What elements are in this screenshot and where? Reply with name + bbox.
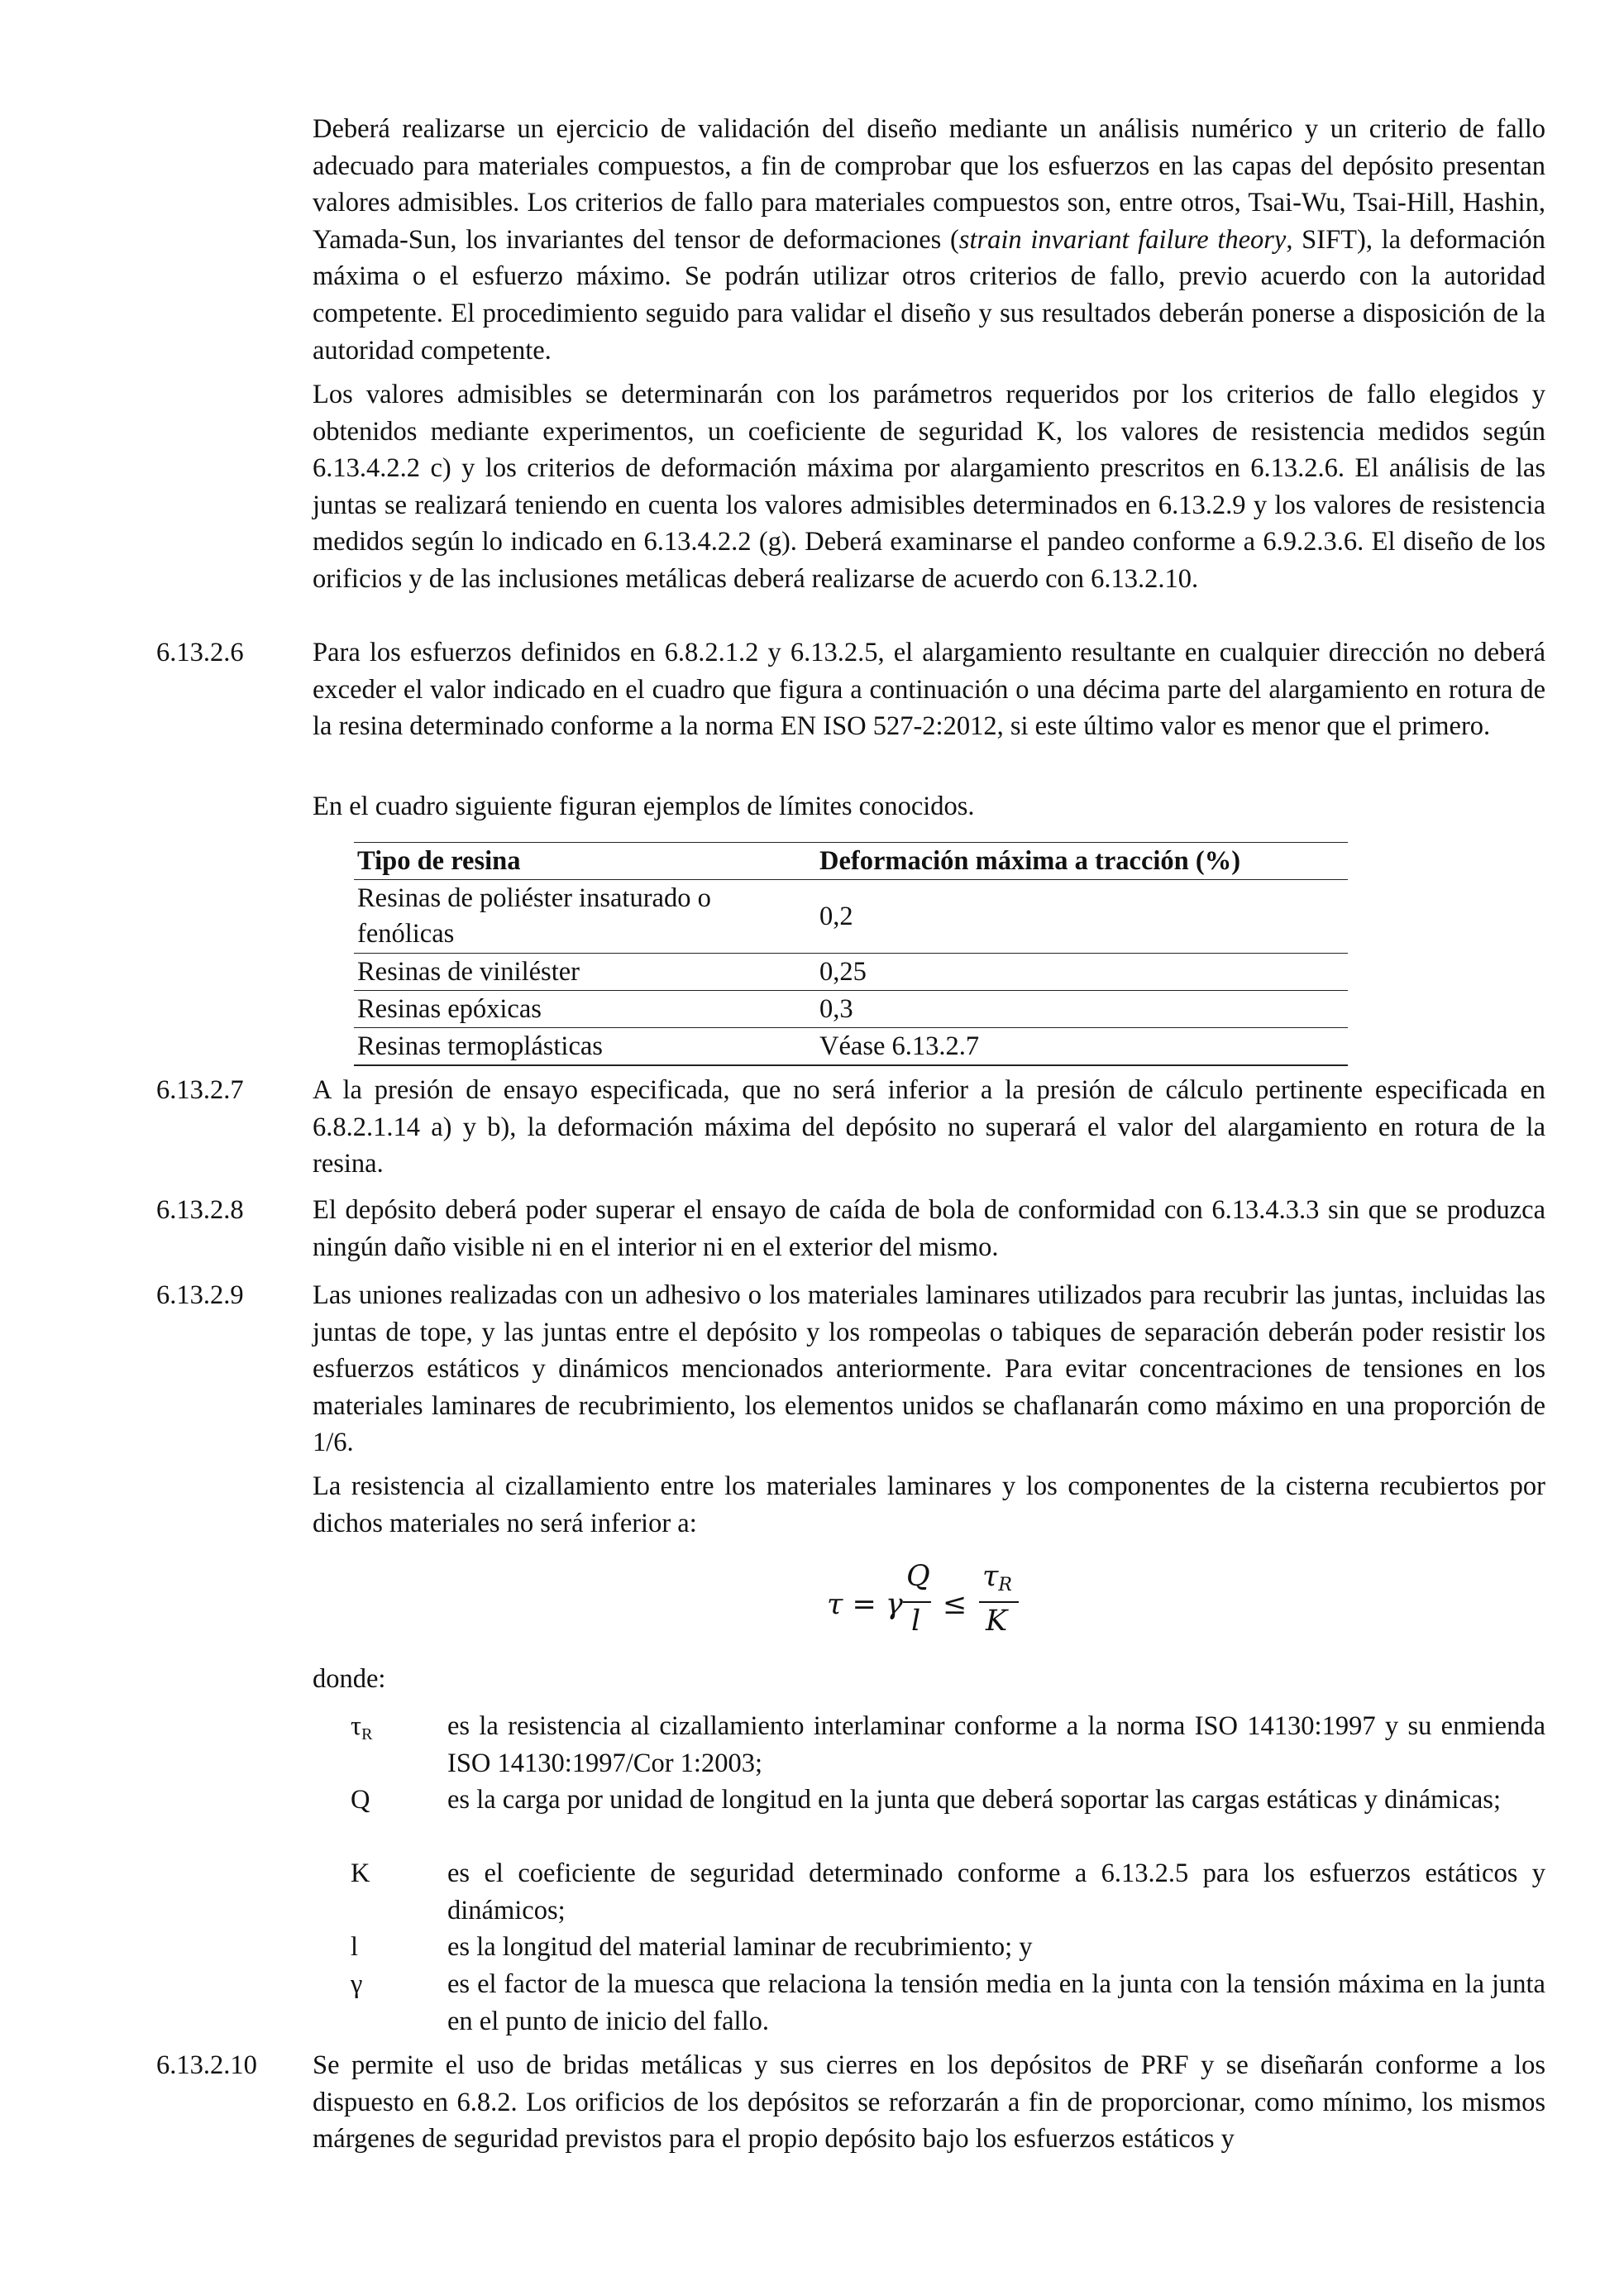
table-cell: 0,3	[816, 991, 1348, 1028]
italic-term: strain invariant failure theory	[958, 224, 1287, 255]
legend-symbol: γ	[351, 1969, 363, 1999]
table-row	[354, 880, 1348, 954]
shear-formula	[827, 1555, 1042, 1654]
section-text: A la presión de ensayo especificada, que no será inferior a la presión de cálculo pertinente especificada en 6.8.2.1.14 a) y b), la deformación máxima del depósito no superará el valor del alargamiento en rotura de la resina.	[313, 1075, 1545, 1179]
formula-denominator: K	[986, 1605, 1008, 1638]
paragraph-text: , SIFT), la deformación máxima o el esfuerzo máximo. Se podrán utilizar otros criterios de fallo, previo acuerdo con la autoridad competente. El procedimiento seguido para validar el diseño y sus resultados deberán ponerse a disposición de la autoridad competente.	[313, 224, 1545, 366]
section-number: 6.13.2.10	[156, 2050, 257, 2080]
formula-lhs: τ = γ	[827, 1588, 903, 1621]
table-cell: Resinas termoplásticas	[354, 1028, 816, 1066]
table-cell: Resinas de viniléster	[354, 954, 816, 991]
legend-symbol: l	[351, 1932, 359, 1962]
paragraph-validation	[313, 111, 1545, 369]
section-number: 6.13.2.8	[156, 1195, 244, 1225]
legend-symbol	[351, 1708, 372, 1748]
paragraph-text: Deberá realizarse un ejercicio de validación del diseño mediante un análisis numérico y un criterio de fallo adecuado para materiales compuestos, a fin de comprobar que los esfuerzos en las capas del depósito presentan valores admisibles. Los criterios de fallo para materiales compuestos son, entre otros, Tsai-Wu, Tsai-Hill, Hashin, Yamada-Sun, los invariantes del tensor de deformaciones (	[313, 114, 1545, 255]
legend-symbol: Q	[351, 1785, 370, 1815]
legend-text: es el coeficiente de seguridad determinado conforme a 6.13.2.5 para los esfuerzos estáticos y dinámicos;	[447, 1858, 1545, 1925]
table-header-row	[354, 843, 1348, 880]
formula-numerator: Q	[906, 1560, 930, 1593]
table-header: Tipo de resina	[354, 843, 816, 880]
legend-text: es el factor de la muesca que relaciona la tensión media en la junta con la tensión máxima en la junta en el punto de inicio del fallo.	[447, 1969, 1545, 2036]
donde-label: donde:	[313, 1664, 386, 1694]
section-number: 6.13.2.9	[156, 1280, 244, 1310]
table-intro: En el cuadro siguiente figuran ejemplos de límites conocidos.	[313, 792, 975, 821]
shear-intro: La resistencia al cizallamiento entre los materiales laminares y los componentes de la cisterna recubiertos por dichos materiales no será inferior a:	[313, 1471, 1545, 1538]
formula-operator: ≤	[943, 1588, 967, 1621]
resin-limits-table	[354, 842, 1348, 1066]
table-cell: 0,2	[816, 880, 1348, 954]
table-row	[354, 991, 1348, 1028]
formula-denominator: l	[911, 1605, 921, 1638]
section-text: El depósito deberá poder superar el ensayo de caída de bola de conformidad con 6.13.4.3.3 sin que se produzca ningún daño visible ni en el interior ni en el exterior del mismo.	[313, 1195, 1545, 1262]
table-header: Deformación máxima a tracción (%)	[816, 843, 1348, 880]
section-text: Las uniones realizadas con un adhesivo o los materiales laminares utilizados para recubrir las juntas, incluidas las juntas de tope, y las juntas entre el depósito y los rompeolas o tabiques de separación deberán poder resistir los esfuerzos estáticos y dinámicos mencionados anteriormente. Para evitar concentraciones de tensiones en los materiales laminares de recubrimiento, los elementos unidos se chaflanarán como máximo en una proporción de 1/6.	[313, 1280, 1545, 1458]
paragraph-admissible-values: Los valores admisibles se determinarán con los parámetros requeridos por los criterios de fallo elegidos y obtenidos mediante experimentos, un coeficiente de seguridad K, los valores de resistencia medidos según 6.13.4.2.2 c) y los criterios de deformación máxima por alargamiento prescritos en 6.13.2.6. El análisis de las juntas se realizará teniendo en cuenta los valores admisibles determinados en 6.13.2.9 y los valores de resistencia medidos según lo indicado en 6.13.4.2.2 (g). Deberá examinarse el pandeo conforme a 6.9.2.3.6. El diseño de los orificios y de las inclusiones metálicas deberá realizarse de acuerdo con 6.13.2.10.	[313, 380, 1545, 594]
legend-text: es la longitud del material laminar de recubrimiento; y	[447, 1932, 1033, 1962]
legend-text: es la resistencia al cizallamiento interlaminar conforme a la norma ISO 14130:1997 y su enmienda ISO 14130:1997/Cor 1:2003;	[447, 1711, 1545, 1778]
section-text: Se permite el uso de bridas metálicas y sus cierres en los depósitos de PRF y se diseñarán conforme a los dispuesto en 6.8.2. Los orificios de los depósitos se reforzarán a fin de proporcionar, como mínimo, los mismos márgenes de seguridad previstos para el propio depósito bajo los esfuerzos estáticos y	[313, 2050, 1545, 2155]
section-number: 6.13.2.7	[156, 1075, 244, 1105]
formula-subscript: R	[998, 1575, 1012, 1595]
table-row	[354, 1028, 1348, 1066]
formula-numerator	[982, 1558, 1012, 1600]
symbol-subscript: R	[361, 1725, 373, 1744]
table-cell: 0,25	[816, 954, 1348, 991]
table-cell: Resinas epóxicas	[354, 991, 816, 1028]
formula-symbol: τ	[982, 1560, 999, 1593]
table-cell: Resinas de poliéster insaturado o fenólicas	[354, 880, 816, 954]
table-row	[354, 954, 1348, 991]
legend-text: es la carga por unidad de longitud en la junta que deberá soportar las cargas estáticas y dinámicas;	[447, 1785, 1501, 1815]
symbol-text: τ	[351, 1711, 362, 1741]
legend-symbol: K	[351, 1858, 370, 1888]
section-number: 6.13.2.6	[156, 638, 244, 667]
section-text: Para los esfuerzos definidos en 6.8.2.1.2 y 6.13.2.5, el alargamiento resultante en cualquier dirección no deberá exceder el valor indicado en el cuadro que figura a continuación o una décima parte del alargamiento en rotura de la resina determinado conforme a la norma EN ISO 527-2:2012, si este último valor es menor que el primero.	[313, 638, 1545, 742]
table-cell: Véase 6.13.2.7	[816, 1028, 1348, 1066]
